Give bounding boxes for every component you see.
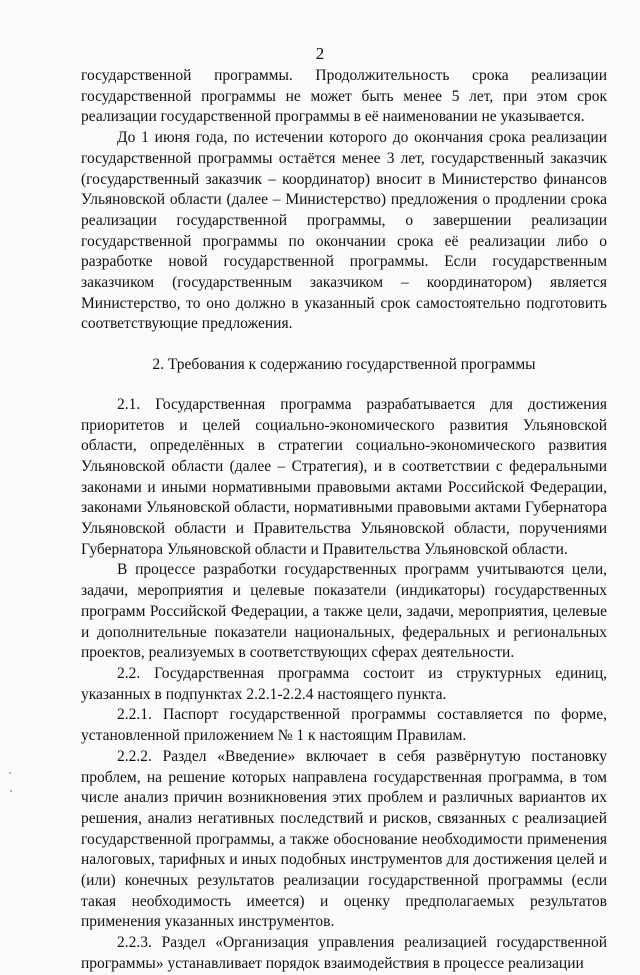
scan-speck — [10, 790, 12, 792]
page-number: 2 — [315, 44, 325, 63]
paragraph-2-1: 2.1. Государственная программа разрабатывается для достижения приоритетов и целей социально-экономического развития Ульяновской области, определённых в стратегии социально-экономического развития Ульяновской области (далее – Стратегия), и в соответствии с федеральными законами и иными нормативными правовыми актами Российской Федерации, законами Ульяновской области, нормативными правовыми актами Губернатора Ульяновской области и Правительства Ульяновской области, поручениями Губернатора Ульяновской области и Правительства Ульяновской области. — [81, 395, 607, 558]
paragraph-2-2-2: 2.2.2. Раздел «Введение» включает в себя развёрнутую постановку проблем, на решение которых направлена государственная программа, в том числе анализ причин возникновения этих проблем и различных вариантов их решения, анализ негативных последствий и рисков, связанных с реализацией государственной программы, а также обоснование необходимости применения налоговых, тарифных и иных подобных инструментов для достижения целей и (или) конечных результатов реализации государственной программы (если такая необходимость имеется) и оценку предполагаемых результатов применения указанных инструментов. — [81, 747, 607, 931]
paragraph-development-process: В процессе разработки государственных программ учитываются цели, задачи, мероприятия и целевые показатели (индикаторы) государственных программ Российской Федерации, а также цели, задачи, мероприятия, целевые и дополнительные показатели национальных, федеральных и региональных проектов, реализуемых в соответствующих сферах деятельности. — [81, 561, 607, 662]
paragraph-continuation: государственной программы. Продолжительность срока реализации государственной программы не может быть менее 5 лет, при этом срок реализации государственной программы в её наименовании не указывается. — [81, 67, 607, 126]
scan-speck — [9, 772, 11, 774]
paragraph-extension-proposals: До 1 июня года, по истечении которого до окончания срока реализации государственной программы остаётся менее 3 лет, государственный заказчик (государственный заказчик – координатор) вносит в Министерство финансов Ульяновской области (далее – Министерство) предложения о продлении срока реализации государственной программы, о завершении реализации государственной программы по окончании срока её реализации либо о разработке новой государственной программы. Если государственным заказчиком (государственным заказчиком – координатором) является Министерство, то оно должно в указанный срок самостоятельно подготовить соответствующие предложения. — [81, 129, 607, 333]
section-heading: 2. Требования к содержанию государственной программы — [152, 356, 536, 374]
paragraph-2-2: 2.2. Государственная программа состоит из структурных единиц, указанных в подпунктах 2.2.1-2.2.4 настоящего пункта. — [81, 664, 607, 703]
paragraph-2-2-3: 2.2.3. Раздел «Организация управления реализацией государственной программы» устанавливает порядок взаимодействия в процессе реализации — [81, 934, 607, 972]
body-text — [81, 66, 607, 975]
paragraph-2-2-1: 2.2.1. Паспорт государственной программы составляется по форме, установленной приложением № 1 к настоящим Правилам. — [81, 706, 607, 745]
